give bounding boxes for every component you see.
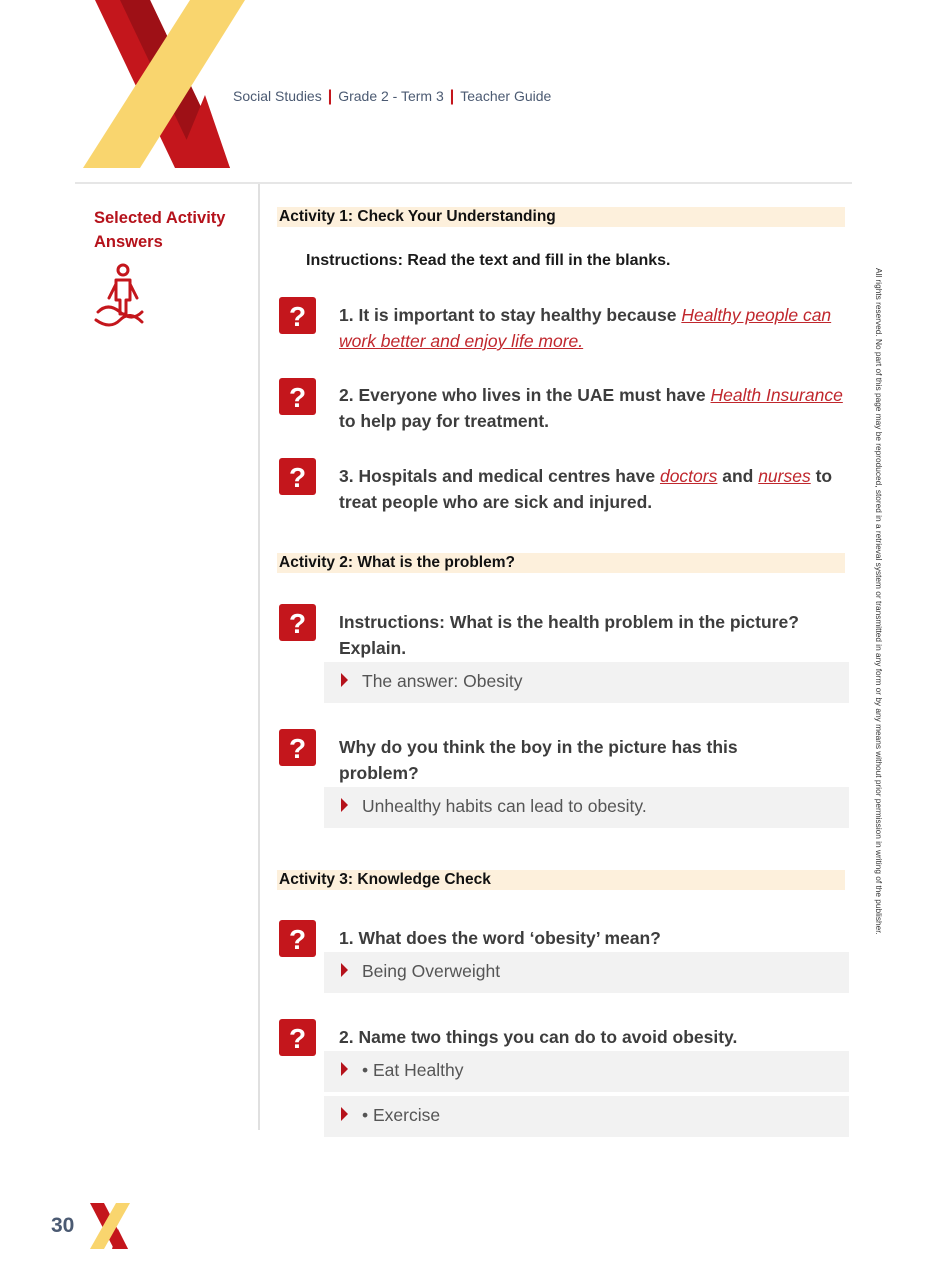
activity1-question3 — [339, 463, 847, 515]
question-icon — [279, 1019, 316, 1056]
page-number: 30 — [51, 1214, 75, 1237]
question-icon — [279, 604, 316, 641]
answer-box — [324, 787, 849, 828]
question-text: 3. Hospitals and medical centres have — [339, 466, 660, 486]
sidebar-divider — [258, 184, 260, 1130]
person-exercise-icon — [92, 262, 146, 330]
answer-text: doctors — [659, 466, 718, 486]
caret-right-icon — [341, 963, 348, 977]
sidebar-title — [94, 206, 254, 254]
question-icon — [279, 297, 316, 334]
activity2-title: Activity 2: What is the problem? — [277, 553, 845, 573]
svg-text:?: ? — [288, 608, 307, 639]
sidebar-title-line2: Answers — [94, 233, 163, 251]
sidebar-title-line1: Selected Activity — [94, 209, 226, 227]
header-breadcrumb — [233, 88, 551, 106]
question-text: to help pay for treatment. — [339, 411, 550, 431]
question-text: and — [717, 466, 759, 486]
question-icon — [279, 729, 316, 766]
question-text: 1. It is important to stay healthy because — [339, 305, 682, 325]
answer-box — [324, 1051, 849, 1092]
answer-text: • Eat Healthy — [362, 1060, 464, 1080]
activity2-question1: Instructions: What is the health problem in the picture? Explain. — [339, 612, 799, 658]
brand-logo — [80, 0, 250, 168]
activity3-question1: 1. What does the word ‘obesity’ mean? — [339, 928, 661, 948]
activity1-question1 — [339, 302, 847, 354]
header-guide: Teacher Guide — [460, 88, 552, 104]
svg-text:?: ? — [288, 924, 307, 955]
question-icon — [279, 920, 316, 957]
answer-text: Unhealthy habits can lead to obesity. — [362, 796, 647, 816]
activity1-title: Activity 1: Check Your Understanding — [277, 207, 845, 227]
activity2-question2: Why do you think the boy in the picture has this problem? — [339, 737, 738, 783]
question-text: 2. Everyone who lives in the UAE must have — [339, 385, 711, 405]
header-divider — [75, 182, 852, 184]
question-icon — [279, 458, 316, 495]
answer-box — [324, 1096, 849, 1137]
header-grade-term: Grade 2 - Term 3 — [338, 88, 444, 104]
header-separator: | — [449, 88, 455, 105]
answer-text: Healthy people can work better and enjoy life more. — [339, 305, 832, 351]
svg-text:?: ? — [288, 382, 307, 413]
question-text: to treat people who are sick and injured. — [339, 466, 833, 512]
svg-text:?: ? — [288, 1023, 307, 1054]
svg-text:?: ? — [288, 462, 307, 493]
activity3-question2: 2. Name two things you can do to avoid obesity. — [339, 1027, 738, 1047]
caret-right-icon — [341, 1107, 348, 1121]
answer-text: The answer: Obesity — [362, 671, 523, 691]
svg-text:?: ? — [288, 733, 307, 764]
answer-text: Being Overweight — [362, 961, 501, 981]
header-subject: Social Studies — [233, 88, 322, 104]
answer-text: nurses — [758, 466, 811, 486]
answer-box — [324, 952, 849, 993]
svg-text:?: ? — [288, 301, 307, 332]
activity1-question2 — [339, 382, 847, 434]
activity1-instructions: Instructions: Read the text and fill in the blanks. — [306, 252, 671, 269]
answer-text: • Exercise — [362, 1105, 441, 1125]
answer-box — [324, 662, 849, 703]
answer-text: Health Insurance — [710, 385, 843, 405]
brand-logo-small — [88, 1203, 130, 1249]
question-icon — [279, 378, 316, 415]
activity3-title: Activity 3: Knowledge Check — [277, 870, 845, 890]
header-separator: | — [327, 88, 333, 105]
caret-right-icon — [341, 1062, 348, 1076]
caret-right-icon — [341, 798, 348, 812]
caret-right-icon — [341, 673, 348, 687]
copyright-text: All rights reserved. No part of this page may be reproduced, stored in a retrieval system or transmitted in any form or by any means without prior permission in writing of the publisher. — [874, 268, 884, 935]
copyright-notice — [872, 268, 884, 1008]
